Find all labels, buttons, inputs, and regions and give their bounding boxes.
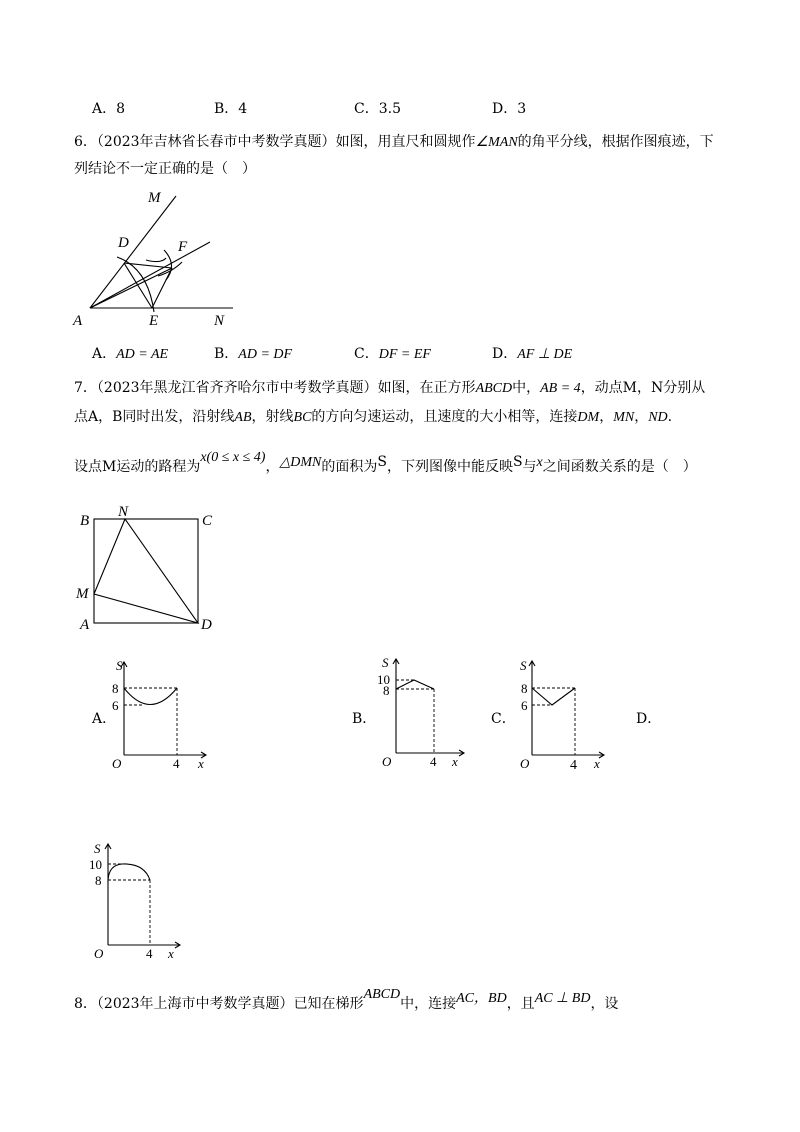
axis-label-s: S xyxy=(520,658,527,673)
triangle-dmn xyxy=(94,519,198,623)
ray-am xyxy=(90,196,176,308)
option-label: D． xyxy=(492,101,518,117)
stem-text: 与 xyxy=(522,459,537,475)
tick-8: 8 xyxy=(112,681,119,696)
option-label: A． xyxy=(92,101,117,117)
axis-label-x: x xyxy=(198,756,204,771)
label-n: N xyxy=(118,504,129,520)
math-perpendicular: AC ⊥ BD xyxy=(534,991,591,1006)
q7-option-c-label: C． xyxy=(491,711,516,727)
graph-a xyxy=(112,655,212,770)
q8-stem xyxy=(74,987,619,1014)
option-text: 3 xyxy=(517,101,527,117)
tick-10: 10 xyxy=(377,672,390,687)
segment-ef xyxy=(152,268,172,308)
stem-text: 中，连接 xyxy=(400,996,457,1012)
stem-text: 的角平分线，根据作图痕迹，下 xyxy=(517,134,714,150)
stem-text: ， xyxy=(599,409,614,425)
q6-option-d xyxy=(492,345,572,364)
stem-text: 设点M运动的路程为 xyxy=(74,459,201,475)
curve-c xyxy=(532,688,575,705)
segment-de xyxy=(124,263,152,308)
q7-stem-line3 xyxy=(74,450,697,477)
option-text: DF = EF xyxy=(378,347,431,362)
stem-text: ，射线 xyxy=(251,409,294,425)
math-angle: ∠MAN xyxy=(475,135,518,150)
q7-square-figure xyxy=(70,505,230,635)
math-ray: BC xyxy=(293,410,312,425)
curve-a xyxy=(124,688,177,705)
graph-b xyxy=(368,653,468,770)
stem-text: ，且 xyxy=(506,996,535,1012)
label-c: C xyxy=(202,513,213,529)
option-text: AD = AE xyxy=(116,347,169,362)
option-label: D． xyxy=(492,346,518,362)
math-x: x xyxy=(536,455,543,470)
label-a: A xyxy=(73,313,83,329)
option-text: 4 xyxy=(238,101,248,117)
q7-option-a-label: A． xyxy=(92,711,117,727)
question-number: 7． xyxy=(74,380,97,396)
arc-near-d xyxy=(146,258,166,262)
tick-10: 10 xyxy=(89,857,102,872)
label-b: B xyxy=(80,513,90,529)
tick-6: 6 xyxy=(521,698,528,713)
math-side: AB = 4 xyxy=(540,381,581,396)
q7-option-b-label: B． xyxy=(352,711,377,727)
stem-text: 如图，在正方形 xyxy=(377,380,476,396)
q6-stem-line2 xyxy=(74,160,256,178)
stem-text: 中， xyxy=(512,380,541,396)
math-square: ABCD xyxy=(475,381,513,396)
segment-df xyxy=(124,263,172,268)
q6-option-b xyxy=(214,345,292,364)
q7-stem-line1 xyxy=(74,379,705,398)
q6-option-a xyxy=(92,345,168,364)
label-f: F xyxy=(178,239,188,255)
q6-stem-line1 xyxy=(74,133,714,152)
label-a: A xyxy=(80,617,90,633)
q5-option-a xyxy=(92,100,125,118)
option-label: B． xyxy=(214,346,239,362)
math-triangle: △DMN xyxy=(279,455,322,470)
axis-label-x: x xyxy=(594,756,600,771)
question-source: （2023年上海市中考数学真题） xyxy=(96,996,294,1012)
label-d: D xyxy=(201,617,212,633)
tick-8: 8 xyxy=(95,873,102,888)
stem-text: 列结论不一定正确的是（ ） xyxy=(74,161,256,177)
stem-text: 的面积为 xyxy=(321,459,378,475)
question-source: （2023年吉林省长春市中考数学真题） xyxy=(96,134,336,150)
math-ray: AB xyxy=(234,410,252,425)
math-s: S xyxy=(377,454,387,470)
stem-text: 如图，用直尺和圆规作 xyxy=(335,134,476,150)
curve-d xyxy=(108,864,150,880)
math-range: x(0 ≤ x ≤ 4) xyxy=(200,450,266,465)
stem-text: ，下列图像中能反映 xyxy=(386,459,513,475)
option-text: AF ⊥ DE xyxy=(517,347,573,362)
tick-4: 4 xyxy=(570,758,577,773)
tick-4: 4 xyxy=(146,946,153,961)
graph-c xyxy=(508,655,608,773)
q5-option-c xyxy=(354,100,401,118)
q5-option-b xyxy=(214,100,247,118)
stem-text: 已知在梯形 xyxy=(293,996,364,1012)
option-label: A． xyxy=(92,346,117,362)
curve-b xyxy=(396,680,434,689)
axis-label-x: x xyxy=(168,946,174,961)
label-m: M xyxy=(76,586,89,602)
question-source: （2023年黑龙江省齐齐哈尔市中考数学真题） xyxy=(96,380,378,396)
q7-stem-line2 xyxy=(74,408,672,427)
math-trapezoid: ABCD xyxy=(363,987,401,1002)
option-label: C． xyxy=(354,101,379,117)
q6-option-c xyxy=(354,345,431,364)
q7-option-d-label: D． xyxy=(636,711,662,727)
label-e: E xyxy=(149,313,159,329)
question-number: 6． xyxy=(74,134,97,150)
label-n: N xyxy=(214,313,225,329)
axis-label-s: S xyxy=(94,841,101,856)
math-segment: ND xyxy=(648,410,668,425)
question-number: 8． xyxy=(74,996,97,1012)
bisector-af xyxy=(90,242,210,308)
option-text: AD = DF xyxy=(238,347,293,362)
stem-text: . xyxy=(667,409,673,425)
origin-label: O xyxy=(112,756,122,771)
stem-text: 之间函数关系的是（ ） xyxy=(542,459,697,475)
tick-8: 8 xyxy=(383,683,390,698)
graph-d xyxy=(80,838,185,960)
stem-text: ， xyxy=(634,409,649,425)
q5-option-d xyxy=(492,100,526,118)
option-text: 8 xyxy=(116,101,126,117)
origin-label: O xyxy=(382,754,392,769)
stem-text: 点A，B同时出发，沿射线 xyxy=(74,409,235,425)
tick-4: 4 xyxy=(430,754,437,769)
math-segment: MN xyxy=(613,410,635,425)
stem-text: ，动点M，N分别从 xyxy=(580,380,706,396)
origin-label: O xyxy=(94,946,104,961)
math-segment: DM xyxy=(577,410,600,425)
label-d: D xyxy=(118,235,129,251)
stem-text: ，设 xyxy=(590,996,619,1012)
square-abcd xyxy=(94,519,198,623)
tick-6: 6 xyxy=(112,698,119,713)
option-label: B． xyxy=(214,101,239,117)
label-m: M xyxy=(148,190,161,206)
axis-label-s: S xyxy=(382,655,389,670)
q6-angle-bisector-figure xyxy=(60,180,260,330)
axis-label-x: x xyxy=(452,754,458,769)
stem-text: 的方向匀速运动，且速度的大小相等，连接 xyxy=(311,409,578,425)
option-label: C． xyxy=(354,346,379,362)
tick-8: 8 xyxy=(521,681,528,696)
option-text: 3.5 xyxy=(378,101,401,117)
stem-text: ， xyxy=(265,459,280,475)
math-s: S xyxy=(512,454,523,470)
tick-4: 4 xyxy=(173,756,180,771)
math-diagonals: AC，BD xyxy=(456,991,507,1006)
origin-label: O xyxy=(520,756,530,771)
axis-label-s: S xyxy=(116,658,123,673)
